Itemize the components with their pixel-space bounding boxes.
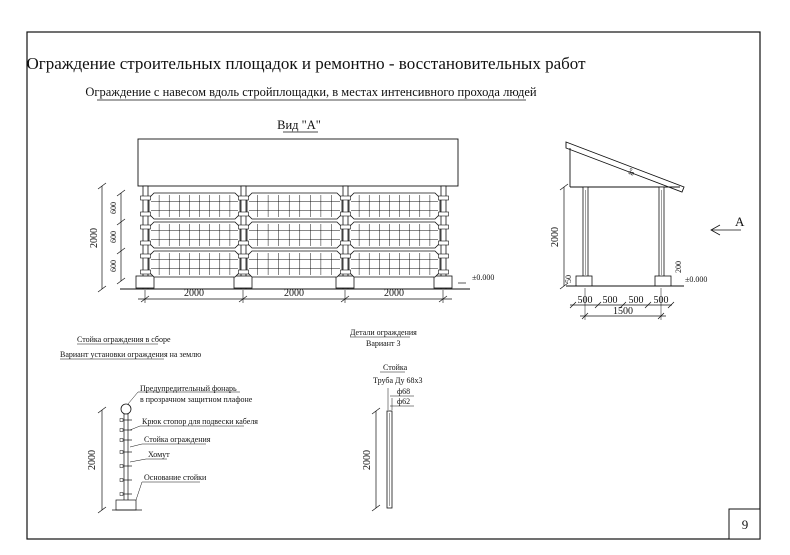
fence-panel [149,222,240,248]
dim-span-width: 2000 [284,288,304,299]
section-base-left [576,276,592,286]
assembly-label: Хомут [148,450,170,459]
assembly-label: Крюк стопор для подвески кабеля [142,417,258,426]
assembly-base [116,500,136,510]
dim-panel-height: 600 [109,231,118,243]
post-clamp [239,225,249,229]
post-assembly-title: Стойка ограждения в сборе [77,335,171,344]
leader-line [130,444,206,447]
canopy-front [138,139,458,186]
post-clamp [341,212,351,216]
fence-panel [349,222,440,248]
section-width: 500 [577,295,593,306]
post-clamp [439,270,449,274]
post-base [136,276,154,288]
section-width: 500 [602,295,618,306]
details-post-label: Стойка [383,363,408,372]
post-clamp [439,254,449,258]
post-clamp [341,241,351,245]
post-hook-end [120,493,123,496]
leader-line [130,426,244,430]
post-clamp [141,212,151,216]
view-a-label: Вид "А" [277,118,321,132]
post-clamp [341,254,351,258]
post-clamp [239,270,249,274]
post-base [434,276,452,288]
post-clamp [239,196,249,200]
details-d-inner: ф62 [397,397,411,406]
page-subtitle: Ограждение с навесом вдоль стройплощадки, в местах интенсивного прохода людей [85,85,537,99]
dim-panel-height: 600 [109,202,118,214]
post-clamp [439,212,449,216]
page-title: Ограждение строительных площадок и ремонтно - восстановительных работ [26,54,586,73]
post-clamp [439,196,449,200]
post-clamp [439,241,449,245]
section-view [550,142,745,320]
detail-height: 2000 [362,450,373,470]
section-base-right [655,276,671,286]
post-hook-end [120,479,123,482]
assembly-label: в прозрачном защитном плафоне [140,395,253,404]
section-base-left-dim: 50 [564,275,573,283]
post-base [336,276,354,288]
post-clamp [341,196,351,200]
assembly-label: Стойка ограждения [144,435,211,444]
post-clamp [239,241,249,245]
post-clamp [239,254,249,258]
canopy-roof [566,142,684,192]
view-arrow-label: A [735,214,745,229]
details-variant: Вариант 3 [366,339,401,348]
leader-line [130,459,167,462]
section-total-width: 1500 [613,306,633,317]
assembly-post [124,414,128,501]
post-assembly [60,335,258,513]
post-hook-end [120,465,123,468]
assembly-height: 2000 [87,450,98,470]
post-clamp [341,270,351,274]
warning-lamp-icon [121,404,131,414]
post-assembly-variant: Вариант установки ограждения на землю [60,350,202,359]
dim-height-total: 2000 [89,228,100,248]
view-a [89,118,494,303]
fence-panels [141,193,449,277]
section-level-mark: ±0.000 [685,275,708,284]
post-hook-end [120,439,123,442]
dim-span-width: 2000 [184,288,204,299]
post-clamp [439,225,449,229]
post-hook-end [120,419,123,422]
post-clamp [239,212,249,216]
details-d-outer: ф68 [397,387,411,396]
post-clamp [341,225,351,229]
fence-panel [349,193,440,219]
assembly-label: Предупредительный фонарь [140,384,237,393]
fence-details [350,328,422,511]
post-hook-end [120,429,123,432]
details-pipe: Труба Ду 68х3 [373,376,423,385]
fence-panel [349,251,440,277]
fence-panel [247,222,342,248]
post-hook-end [120,451,123,454]
post-clamp [141,241,151,245]
details-title: Детали ограждения [350,328,417,337]
section-width: 500 [653,295,669,306]
roof-slope-mark: 8° [626,166,638,177]
leader-line [136,482,200,500]
post-clamp [141,196,151,200]
page-number: 9 [741,517,749,532]
fence-panel [149,251,240,277]
level-mark: ±0.000 [472,273,495,282]
fence-panel [247,251,342,277]
dim-span-width: 2000 [384,288,404,299]
post-clamp [141,270,151,274]
section-height: 2000 [550,227,561,247]
section-base-right-dim: 200 [674,261,683,273]
fence-panel [149,193,240,219]
post-clamp [141,225,151,229]
fence-panel [247,193,342,219]
dim-panel-height: 600 [109,260,118,272]
post-base [234,276,252,288]
post-clamp [141,254,151,258]
assembly-label: Основание стойки [144,473,207,482]
section-width: 500 [628,295,644,306]
